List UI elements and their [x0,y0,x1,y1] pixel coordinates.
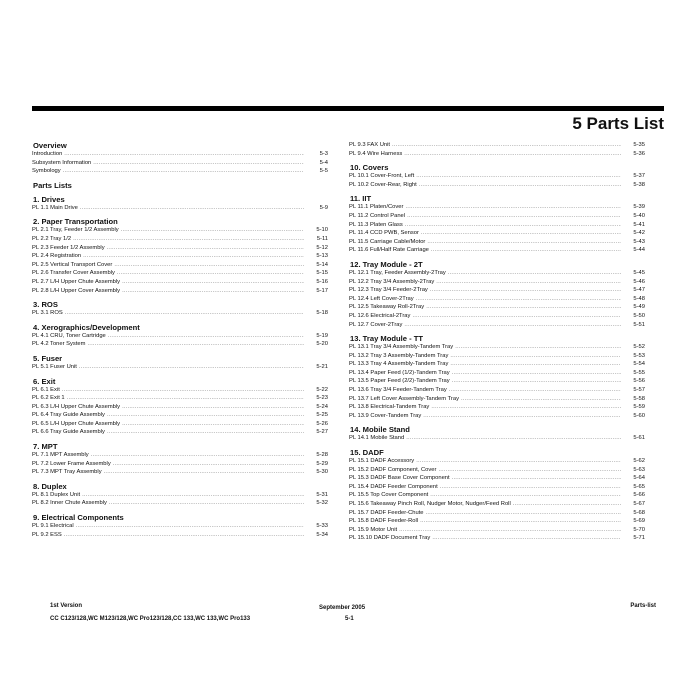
toc-entry[interactable] [32,403,328,412]
dot-leader [438,466,621,475]
section-heading: 2. Paper Transportation [33,217,118,227]
section-heading: 3. ROS [33,300,58,310]
toc-entry-page: 5-38 [633,181,645,188]
toc-entry-page: 5-28 [316,452,328,459]
dot-leader [108,332,304,341]
toc-entry-page: 5-66 [633,492,645,499]
footer-section: Parts-list [630,603,656,609]
toc-entry-page: 5-37 [633,173,645,180]
toc-column-right [349,141,645,543]
dot-leader [404,150,621,159]
dot-leader [416,457,621,466]
dot-leader [113,460,304,469]
toc-entry-label: PL 7.1 MPT Assembly [32,452,89,459]
toc-entry-label: PL 1.1 Main Drive [32,204,78,211]
dot-leader [430,491,621,500]
dot-leader [406,434,621,443]
dot-leader [440,483,621,492]
toc-entry-page: 5-51 [633,321,645,328]
toc-entry-page: 5-71 [633,535,645,542]
toc-entry[interactable] [32,287,328,296]
toc-entry[interactable] [349,286,645,295]
section-heading: 6. Exit [33,376,56,386]
dot-leader [461,395,621,404]
dot-leader [399,526,621,535]
toc-entry-page: 5-14 [316,261,328,268]
dot-leader [107,428,304,437]
dot-leader [421,229,621,238]
section-heading: 1. Drives [33,194,65,204]
toc-entry[interactable] [349,434,645,443]
toc-entry-page: 5-17 [316,287,328,294]
toc-entry-page: 5-65 [633,483,645,490]
toc-entry-label: PL 2.6 Transfer Cover Assembly [32,270,115,277]
toc-entry-page: 5-41 [633,221,645,228]
toc-entry-page: 5-45 [633,269,645,276]
dot-leader [416,295,621,304]
toc-entry-page: 5-69 [633,518,645,525]
footer-models: CC C123/128,WC M123/128,WC Pro123/128,CC 133,WC 133,WC Pro133 [50,616,251,622]
dot-leader [73,235,304,244]
toc-entry[interactable] [32,235,328,244]
toc-entry-page: 5-32 [316,500,328,507]
section-heading: 15. DADF [350,448,384,458]
toc-entry-label: PL 15.5 Top Cover Component [349,492,429,499]
dot-leader [513,500,621,509]
section-heading: 8. Duplex [33,481,67,491]
toc-entry[interactable] [32,428,328,437]
toc-entry-page: 5-19 [316,332,328,339]
toc-entry-page: 5-12 [316,244,328,251]
toc-entry-label: PL 7.2 Lower Frame Assembly [32,460,111,467]
toc-entry-label: PL 7.3 MPT Tray Assembly [32,469,102,476]
toc-entry-page: 5-57 [633,387,645,394]
section-heading: 7. MPT [33,442,58,452]
dot-leader [67,394,304,403]
toc-entry-label: PL 9.3 FAX Unit [349,142,391,148]
toc-entry-page: 5-16 [316,278,328,285]
toc-entry[interactable] [349,534,645,543]
toc-entry[interactable] [32,278,328,287]
dot-leader [122,287,304,296]
toc-entry[interactable] [349,403,645,412]
toc-entry[interactable] [349,517,645,526]
dot-leader [416,172,621,181]
toc-entry[interactable] [32,411,328,420]
toc-entry-page: 5-3 [319,151,328,157]
dot-leader [91,451,304,460]
dot-leader [76,522,304,531]
dot-leader [107,244,304,253]
toc-entry-label: PL 5.1 Fuser Unit [32,363,77,370]
section-heading: 13. Tray Module - TT [350,334,423,344]
toc-entry-page: 5-70 [633,526,645,533]
dot-leader [93,159,304,168]
toc-entry-page: 5-44 [633,247,645,254]
toc-entry[interactable] [32,386,328,395]
toc-entry-page: 5-59 [633,404,645,411]
section-heading: 4. Xerographics/Development [33,322,140,332]
toc-entry-label: PL 10.1 Cover-Front, Left [349,173,415,180]
toc-entry-label: PL 2.5 Vertical Transport Cover [32,261,113,268]
toc-entry[interactable] [349,141,645,150]
toc-entry[interactable] [32,468,328,477]
toc-entry-label: PL 2.7 L/H Upper Chute Assembly [32,278,121,285]
toc-entry-page: 5-47 [633,287,645,294]
toc-entry[interactable] [349,360,645,369]
toc-entry-label: PL 6.1 Exit [32,386,60,393]
toc-entry-label: PL 2.2 Tray 1/2 [32,235,72,242]
dot-leader [436,278,621,287]
toc-entry-page: 5-27 [316,429,328,436]
dot-leader [430,286,621,295]
toc-entry-page: 5-50 [633,312,645,319]
toc-entry[interactable] [349,509,645,518]
toc-entry-page: 5-67 [633,501,645,507]
toc-entry-label: PL 3.1 ROS [32,310,63,317]
toc-entry-page: 5-9 [319,204,328,211]
toc-entry-label: PL 13.6 Tray 3/4 Feeder-Tandem Tray [349,387,447,394]
toc-entry-page: 5-13 [316,253,328,260]
toc-entry-page: 5-43 [633,238,645,245]
toc-entry-label: PL 11.3 Platen Glass [349,221,403,228]
dot-leader [423,412,621,421]
toc-entry[interactable] [349,343,645,352]
toc-entry-label: PL 11.2 Control Panel [349,212,406,219]
toc-entry-label: PL 4.2 Toner System [32,341,86,348]
dot-leader [407,212,621,221]
toc-entry-page: 5-4 [319,159,328,166]
toc-entry-page: 5-22 [316,386,328,393]
toc-entry-label: PL 12.6 Electrical-2Tray [349,312,411,319]
toc-entry-page: 5-10 [316,227,328,234]
toc-entry[interactable] [349,238,645,247]
toc-entry-page: 5-30 [316,469,328,476]
dot-leader [420,517,621,526]
dot-leader [63,167,304,176]
toc-entry-page: 5-29 [316,460,328,467]
dot-leader [79,363,304,372]
toc-entry-page: 5-55 [633,369,645,376]
toc-entry[interactable] [32,522,328,531]
dot-leader [64,531,304,540]
toc-entry-page: 5-64 [633,475,645,482]
footer-page-number: 5-1 [345,616,354,622]
dot-leader [452,377,621,386]
toc-entry-page: 5-26 [316,420,328,427]
dot-leader [404,321,621,330]
dot-leader [455,343,621,352]
toc-entry[interactable] [349,172,645,181]
dot-leader [448,269,621,278]
toc-entry-label: PL 13.9 Cover-Tandem Tray [349,412,422,419]
toc-entry[interactable] [349,466,645,475]
dot-leader [450,352,621,361]
dot-leader [122,420,304,429]
section-heading: 10. Covers [350,163,389,173]
toc-entry-label: PL 13.2 Tray 3 Assembly-Tandem Tray [349,352,449,359]
toc-entry[interactable] [32,332,328,341]
toc-entry-page: 5-52 [633,344,645,351]
toc-entry-label: PL 2.8 L/H Upper Cover Assembly [32,287,121,294]
toc-entry[interactable] [349,269,645,278]
toc-entry-page: 5-15 [316,270,328,277]
section-heading: 11. IIT [350,194,372,204]
toc-entry-label: PL 13.8 Electrical-Tandem Tray [349,404,430,411]
toc-entry-label: PL 6.5 L/H Upper Chute Assembly [32,420,121,427]
toc-entry-page: 5-18 [316,310,328,317]
dot-leader [426,303,621,312]
dot-leader [452,474,621,483]
toc-entry-label: PL 12.1 Tray, Feeder Assembly-2Tray [349,269,446,276]
toc-entry[interactable] [349,369,645,378]
toc-entry-label: PL 12.5 Takeaway Roll-2Tray [349,304,425,311]
toc-entry-label: PL 9.1 Electrical [32,523,74,530]
toc-entry-label: PL 11.6 Full/Half Rate Carriage [349,247,429,254]
toc-entry[interactable] [32,394,328,403]
dot-leader [80,204,304,213]
dot-leader [431,403,621,412]
toc-entry-label: PL 15.10 DADF Document Tray [349,535,431,542]
dot-leader [62,386,304,395]
toc-entry[interactable] [32,159,328,168]
footer-version: 1st Version [50,603,83,609]
toc-entry-label: PL 14.1 Mobile Stand [349,435,405,442]
dot-leader [405,221,621,230]
toc-entry[interactable] [349,483,645,492]
toc-entry-page: 5-39 [633,204,645,211]
toc-entry[interactable] [349,377,645,386]
toc-entry-page: 5-63 [633,466,645,473]
toc-entry[interactable] [349,246,645,255]
toc-entry-label: PL 2.1 Tray, Feeder 1/2 Assembly [32,227,119,234]
toc-entry[interactable] [349,229,645,238]
toc-entry-label: PL 15.7 DADF Feeder-Chute [349,509,424,516]
toc-entry-label: PL 15.8 DADF Feeder-Roll [349,518,419,525]
toc-entry[interactable] [349,150,645,159]
dot-leader [392,141,621,150]
toc-entry[interactable] [32,261,328,270]
dot-leader [64,150,304,159]
toc-entry-label: PL 6.6 Tray Guide Assembly [32,429,105,436]
toc-entry-page: 5-33 [316,523,328,530]
toc-entry[interactable] [349,212,645,221]
title-rule [32,106,664,111]
dot-leader [88,340,305,349]
toc-entry[interactable] [349,221,645,230]
toc-entry-page: 5-23 [316,395,328,402]
toc-entry-label: PL 6.3 L/H Upper Chute Assembly [32,403,121,410]
dot-leader [109,499,304,508]
dot-leader [450,360,621,369]
toc-entry-page: 5-5 [319,168,328,175]
section-heading: Overview [33,141,67,150]
toc-entry[interactable] [32,226,328,235]
toc-entry[interactable] [32,340,328,349]
toc-entry[interactable] [349,500,645,509]
toc-entry-label: PL 11.4 CCD PWB, Sensor [349,230,419,237]
toc-entry-label: PL 6.2 Exit 1 [32,395,65,402]
toc-entry-page: 5-20 [316,341,328,348]
toc-entry-label: PL 2.4 Registration [32,253,82,260]
toc-entry[interactable] [349,295,645,304]
toc-entry-page: 5-56 [633,378,645,385]
toc-entry-label: PL 15.3 DADF Base Cover Component [349,475,450,482]
dot-leader [431,246,621,255]
toc-entry-page: 5-49 [633,304,645,311]
toc-entry-page: 5-48 [633,295,645,302]
toc-entry-label: PL 13.1 Tray 3/4 Assembly-Tandem Tray [349,344,454,351]
dot-leader [405,203,621,212]
toc-entry-page: 5-21 [316,363,328,370]
dot-leader [114,261,304,270]
toc-entry-label: PL 8.2 Inner Chute Assembly [32,500,107,507]
toc-entry[interactable] [32,491,328,500]
toc-entry[interactable] [32,420,328,429]
toc-entry-label: PL 9.4 Wire Harness [349,150,403,157]
dot-leader [65,309,304,318]
toc-entry-label: PL 12.3 Tray 3/4 Feeder-2Tray [349,287,428,294]
toc-entry-label: PL 13.5 Paper Feed (2/2)-Tandem Tray [349,378,450,385]
toc-entry-label: PL 10.2 Cover-Rear, Right [349,181,417,188]
dot-leader [449,386,621,395]
toc-entry-label: PL 12.4 Left Cover-2Tray [349,295,414,302]
toc-entry-page: 5-35 [633,142,645,148]
section-heading: 12. Tray Module - 2T [350,259,423,269]
footer-date: September 2005 [319,605,366,611]
toc-entry-page: 5-60 [633,412,645,419]
toc-entry-page: 5-24 [316,403,328,410]
toc-entry-page: 5-31 [316,491,328,498]
toc-entry-label: PL 15.1 DADF Accessory [349,458,415,465]
toc-entry-label: PL 13.3 Tray 4 Assembly-Tandem Tray [349,361,449,368]
dot-leader [83,252,304,261]
dot-leader [104,468,304,477]
toc-entry[interactable] [349,303,645,312]
toc-entry-page: 5-42 [633,230,645,237]
toc-entry[interactable] [32,252,328,261]
toc-entry[interactable] [32,499,328,508]
dot-leader [122,278,304,287]
toc-entry-label: PL 15.4 DADF Feeder Component [349,483,438,490]
toc-entry-page: 5-53 [633,352,645,359]
toc-entry-page: 5-61 [633,435,645,442]
toc-entry-page: 5-25 [316,412,328,419]
toc-entry[interactable] [349,386,645,395]
toc-entry-label: PL 12.7 Cover-2Tray [349,321,403,328]
toc-entry-label: PL 8.1 Duplex Unit [32,491,81,498]
dot-leader [426,509,621,518]
page-title: 5 Parts List [572,114,664,133]
toc-entry-label: PL 9.2 ESS [32,531,62,538]
toc-entry[interactable] [32,451,328,460]
toc-entry[interactable] [32,531,328,540]
toc-entry[interactable] [349,526,645,535]
dot-leader [122,403,304,412]
toc-entry[interactable] [349,203,645,212]
toc-entry-label: PL 13.7 Left Cover Assembly-Tandem Tray [349,395,459,402]
toc-entry[interactable] [32,204,328,213]
toc-entry[interactable] [32,150,328,159]
toc-entry-page: 5-46 [633,278,645,285]
section-heading: Parts Lists [33,180,72,190]
toc-entry[interactable] [349,395,645,404]
toc-entry-page: 5-62 [633,458,645,465]
toc-entry-label: PL 11.5 Carriage Cable/Motor [349,238,426,245]
toc-entry-page: 5-68 [633,509,645,516]
dot-leader [107,411,304,420]
dot-leader [412,312,621,321]
toc-entry-label: Symbology [32,168,61,175]
toc-entry-page: 5-34 [316,531,328,538]
section-heading: 5. Fuser [33,353,63,363]
toc-entry[interactable] [349,491,645,500]
toc-entry[interactable] [349,181,645,190]
section-heading: 9. Electrical Components [33,513,124,523]
toc-entry-page: 5-36 [633,150,645,157]
toc-entry-label: PL 15.9 Motor Unit [349,526,398,533]
toc-entry[interactable] [349,352,645,361]
dot-leader [452,369,621,378]
toc-entry-page: 5-40 [633,212,645,219]
toc-entry-label: PL 11.1 Platen/Cover [349,204,404,211]
toc-entry-label: PL 12.2 Tray 3/4 Assembly-2Tray [349,278,435,285]
dot-leader [432,534,621,543]
toc-entry-label: PL 13.4 Paper Feed (1/2)-Tandem Tray [349,369,450,376]
toc-entry-page: 5-11 [316,235,328,242]
toc-entry[interactable] [349,412,645,421]
section-heading: 14. Mobile Stand [350,425,410,435]
toc-entry-page: 5-54 [633,361,645,368]
toc-entry[interactable] [32,309,328,318]
toc-entry-label: PL 2.3 Feeder 1/2 Assembly [32,244,105,251]
toc-entry-label: Introduction [32,151,63,157]
toc-entry[interactable] [32,244,328,253]
toc-entry[interactable] [349,321,645,330]
toc-column-left [32,141,328,539]
dot-leader [82,491,304,500]
toc-entry[interactable] [349,474,645,483]
toc-entry[interactable] [349,457,645,466]
toc-entry[interactable] [32,363,328,372]
dot-leader [427,238,621,247]
dot-leader [117,269,304,278]
toc-entry-page: 5-58 [633,395,645,402]
dot-leader [419,181,621,190]
dot-leader [121,226,304,235]
toc-entry-label: PL 15.2 DADF Component, Cover [349,466,437,473]
toc-entry[interactable] [32,460,328,469]
toc-entry-label: PL 4.1 CRU, Toner Cartridge [32,332,106,339]
toc-entry[interactable] [349,312,645,321]
toc-entry-label: PL 15.6 Takeaway Pinch Roll, Nudger Motor, Nudger/Feed Roll [349,501,511,507]
toc-entry[interactable] [32,269,328,278]
toc-entry-label: Subsystem Information [32,159,92,166]
toc-entry[interactable] [349,278,645,287]
toc-entry[interactable] [32,167,328,176]
toc-entry-label: PL 6.4 Tray Guide Assembly [32,412,105,419]
